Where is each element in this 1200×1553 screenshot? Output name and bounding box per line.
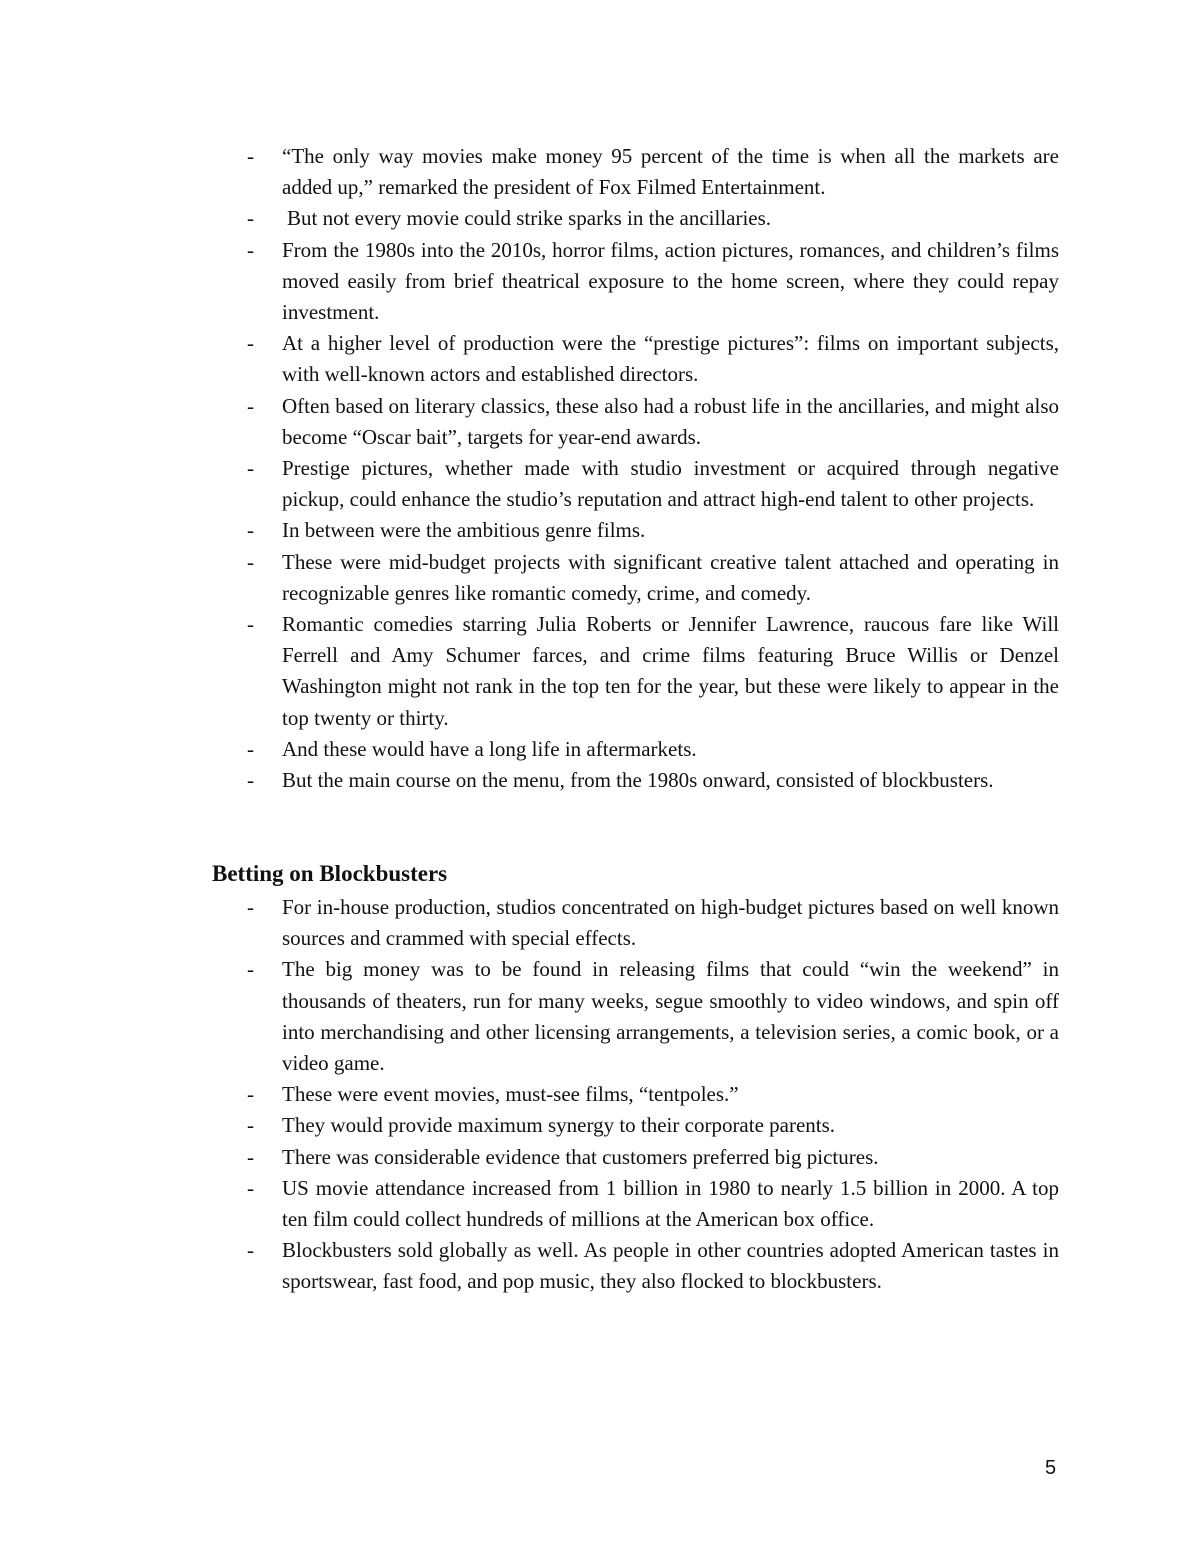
list-item — [247, 609, 1059, 734]
list-item — [247, 892, 1059, 954]
section-heading: Betting on Blockbusters — [212, 861, 448, 886]
bullet-list — [247, 141, 1059, 796]
list-item — [247, 453, 1059, 515]
list-item-text: There was considerable evidence that customers preferred big pictures. — [282, 1144, 879, 1169]
list-item-text: From the 1980s into the 2010s, horror films, action pictures, romances, and children’s films moved easily from brief theatrical exposure to the home screen, where they could repay investment. — [282, 237, 1059, 325]
list-item-text: In between were the ambitious genre films. — [282, 518, 646, 543]
list-item-text: At a higher level of production were the “prestige pictures”: films on important subjects, with well-known actors and established directors. — [282, 331, 1059, 387]
list-item — [247, 1110, 1059, 1141]
list-item-text: These were event movies, must-see films, “tentpoles.” — [282, 1082, 739, 1107]
page-number: 5 — [1045, 1457, 1057, 1479]
list-item-text: “The only way movies make money 95 percent of the time is when all the markets are added up,” remarked the president of Fox Filmed Entertainment. — [282, 144, 1059, 200]
list-item-text: But not every movie could strike sparks in the ancillaries. — [287, 206, 772, 231]
list-item — [247, 1235, 1059, 1297]
bullet-dash: - — [247, 612, 254, 637]
bullet-dash: - — [247, 1113, 254, 1138]
bullet-dash: - — [247, 957, 254, 982]
bullet-dash: - — [247, 393, 254, 418]
list-item — [247, 1079, 1059, 1110]
bullet-dash: - — [247, 206, 254, 231]
bullet-dash: - — [247, 1144, 254, 1169]
list-item — [247, 203, 1059, 234]
list-item-text: These were mid-budget projects with significant creative talent attached and operating in recognizable genres like romantic comedy, crime, and comedy. — [282, 549, 1059, 605]
list-item-text: Often based on literary classics, these also had a robust life in the ancillaries, and might also become “Oscar bait”, targets for year-end awards. — [282, 393, 1059, 449]
list-item — [247, 391, 1059, 453]
bullet-dash: - — [247, 768, 254, 793]
bullet-dash: - — [247, 1082, 254, 1107]
list-item-text: But the main course on the menu, from the 1980s onward, consisted of blockbusters. — [282, 768, 994, 793]
bullet-dash: - — [247, 895, 254, 919]
bullet-dash: - — [247, 1238, 254, 1263]
bullet-dash: - — [247, 736, 254, 761]
list-item — [247, 765, 1059, 796]
list-item — [247, 954, 1059, 1079]
list-item — [247, 328, 1059, 390]
bullet-dash: - — [247, 456, 254, 481]
bullet-section-top — [247, 141, 1059, 796]
bullet-dash: - — [247, 549, 254, 574]
list-item-text: And these would have a long life in aftermarkets. — [282, 736, 697, 761]
bullet-dash: - — [247, 237, 254, 262]
list-item-text: Prestige pictures, whether made with studio investment or acquired through negative pickup, could enhance the studio’s reputation and attract high-end talent to other projects. — [282, 456, 1059, 512]
bullet-dash: - — [247, 518, 254, 543]
list-item-text: Romantic comedies starring Julia Roberts or Jennifer Lawrence, raucous fare like Will Ferrell and Amy Schumer farces, and crime films featuring Bruce Willis or Denzel Washington might not rank in the top ten for the year, but these were likely to appear in the top twenty or thirty. — [282, 612, 1059, 730]
bullet-dash: - — [247, 1175, 254, 1200]
list-item — [247, 734, 1059, 765]
list-item — [247, 515, 1059, 546]
bullet-section-bottom — [247, 892, 1059, 1298]
list-item — [247, 235, 1059, 329]
list-item-text: For in-house production, studios concentrated on high-budget pictures based on well known sources and crammed with special effects. — [282, 895, 1059, 951]
list-item — [247, 547, 1059, 609]
list-item — [247, 1142, 1059, 1173]
list-item — [247, 141, 1059, 203]
bullet-list — [247, 892, 1059, 1298]
bullet-dash: - — [247, 331, 254, 356]
list-item-text: The big money was to be found in releasing films that could “win the weekend” in thousands of theaters, run for many weeks, segue smoothly to video windows, and spin off into merchandising and other licensing arrangements, a television series, a comic book, or a video game. — [282, 957, 1059, 1076]
list-item-text: They would provide maximum synergy to their corporate parents. — [282, 1113, 836, 1138]
list-item — [247, 1173, 1059, 1235]
bullet-dash: - — [247, 144, 254, 168]
list-item-text: US movie attendance increased from 1 billion in 1980 to nearly 1.5 billion in 2000. A top ten film could collect hundreds of millions at the American box office. — [282, 1175, 1059, 1232]
list-item-text: Blockbusters sold globally as well. As people in other countries adopted American tastes in sportswear, fast food, and pop music, they also flocked to blockbusters. — [282, 1238, 1059, 1294]
